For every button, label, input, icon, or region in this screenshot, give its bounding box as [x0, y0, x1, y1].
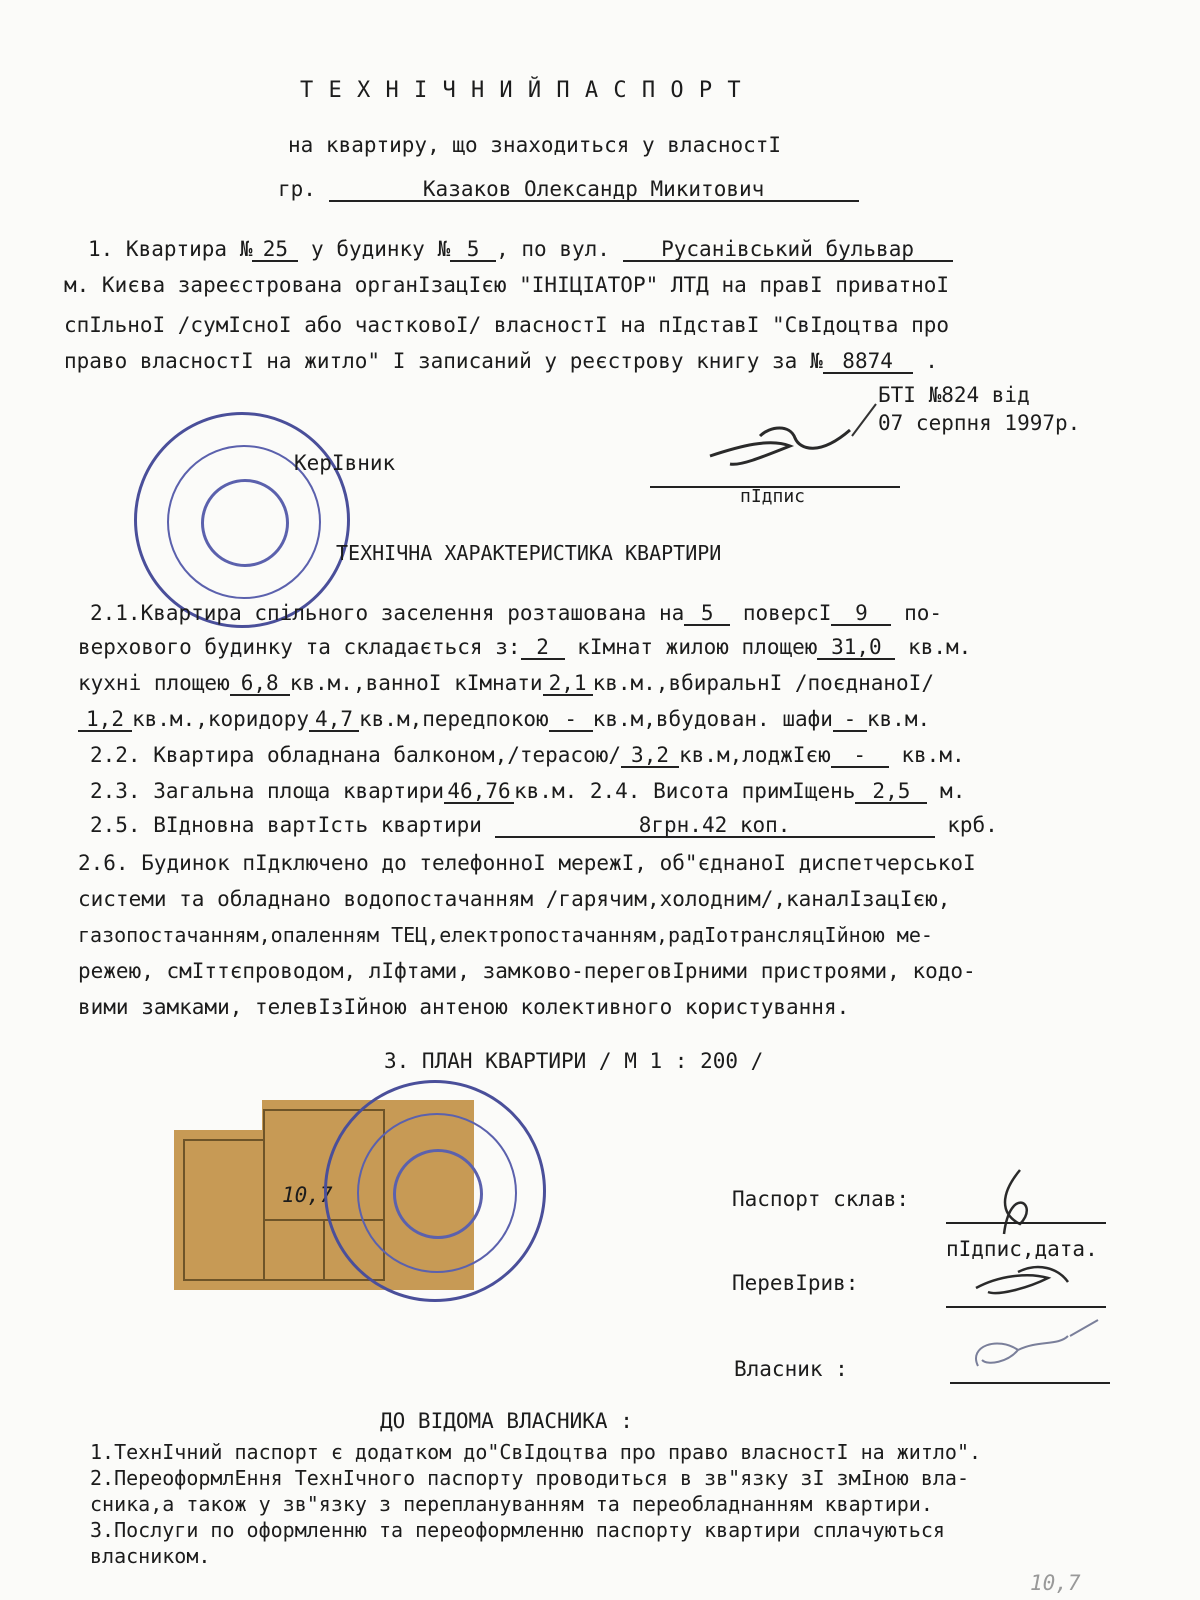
section1-line4: право власностІ на житло" І записаний у реєстрову книгу за № 8874 . — [64, 349, 938, 373]
bti-label: БТІ №824 від — [878, 383, 1030, 407]
section2-row6 — [90, 778, 965, 804]
section2-row1 — [90, 600, 942, 626]
section2-row5 — [90, 742, 965, 768]
section2-p5: вими замками, телевІзІйною антеною колективного користування. — [78, 995, 850, 1019]
compiled-signature — [990, 1164, 1050, 1244]
section3-title: 3. ПЛАН КВАРТИРИ / М 1 : 200 / — [384, 1049, 764, 1073]
loggia-area: - — [831, 744, 889, 768]
notice-item-3: сника,а також у зв"язку з переплануванням та переобладнанням квартири. — [90, 1492, 933, 1516]
stamp-center-ring — [201, 479, 289, 567]
corridor-area: 4,7 — [309, 708, 359, 732]
section1-line1 — [88, 236, 953, 262]
owner-prefix: гр. — [278, 177, 316, 201]
living-area: 31,0 — [817, 636, 895, 660]
living-area-unit: кв.м. — [908, 635, 972, 659]
floor-suffix: поверсІ — [742, 601, 832, 625]
hallway-area: - — [549, 708, 593, 732]
rooms-label: верхового будинку та складається з: — [78, 635, 521, 659]
owner-name: Казаков Олександр Микитович — [329, 178, 859, 202]
registration-date: 07 серпня 1997р. — [878, 411, 1081, 435]
apartment-label: 1. Квартира № — [88, 237, 253, 261]
floors-suffix: по- — [904, 601, 942, 625]
total-area: 46,76 — [444, 780, 514, 804]
section2-p2: системи та обладнано водопостачанням /гарячим,холодним/,каналІзацІєю, — [78, 887, 951, 911]
restoration-value: 8грн.42 коп. — [495, 814, 935, 838]
house-number: 5 — [450, 238, 496, 262]
street-name: Русанівський бульвар — [623, 238, 953, 262]
hallway-label: кв.м,передпокою — [359, 707, 549, 731]
compiled-label: Паспорт склав: — [732, 1187, 910, 1211]
notice-item-2: 2.ПереоформлЕння ТехнІчного паспорту проводиться в зв"язку зІ змІною вла- — [90, 1466, 969, 1490]
head-signature — [700, 416, 860, 486]
bathroom-label: кв.м.,ванноІ кІмнати — [289, 671, 543, 695]
total-area-label: 2.3. Загальна площа квартири — [90, 779, 445, 803]
notice-item-5: власником. — [90, 1544, 211, 1568]
apartment-number: 25 — [252, 238, 298, 262]
loggia-label: кв.м,лоджІєю — [679, 743, 831, 767]
kitchen-label: кухні площею — [78, 671, 230, 695]
notice-item-4: 3.Послуги по оформленню та переоформленню паспорту квартири сплачуються — [90, 1518, 945, 1542]
notice-title: ДО ВІДОМА ВЛАСНИКА : — [380, 1409, 633, 1433]
floor-value: 5 — [684, 602, 730, 626]
balcony-area: 3,2 — [621, 744, 679, 768]
floors-total: 9 — [831, 602, 891, 626]
height-unit: м. — [940, 779, 966, 803]
page-mark: 10,7 — [1030, 1571, 1081, 1595]
compiled-signature-line — [946, 1222, 1106, 1224]
corridor-label: кв.м.,коридору — [132, 707, 310, 731]
owner-label: Власник : — [734, 1357, 848, 1381]
checked-label: ПеревІрив: — [732, 1271, 859, 1295]
round-stamp-bottom — [324, 1080, 546, 1302]
owner-line — [278, 176, 859, 202]
loggia-unit: кв.м. — [901, 743, 965, 767]
section2-row4 — [78, 706, 930, 732]
rooms-count: 2 — [521, 636, 565, 660]
value-unit: крб. — [947, 813, 998, 837]
sign-date-label: пІдпис,дата. — [946, 1237, 1098, 1261]
section2-row2 — [78, 634, 971, 660]
owner-signature-line — [950, 1382, 1110, 1384]
bathroom-area: 2,1 — [543, 672, 593, 696]
document-subtitle: на квартиру, що знаходиться у власностІ — [288, 133, 782, 157]
round-stamp-top — [134, 412, 350, 628]
head-label: КерІвник — [294, 451, 396, 475]
section2-p3: газопостачанням,опаленням ТЕЦ,електропостачанням,радІотрансляцІйною ме- — [78, 923, 933, 947]
checked-signature — [968, 1258, 1078, 1308]
section1-line3: спІльноІ /сумІсноІ або частковоІ/ власностІ на пІдставІ "СвІдоцтва про — [64, 313, 950, 337]
house-label: у будинку № — [311, 237, 451, 261]
checked-signature-line — [946, 1306, 1106, 1308]
section1-line2: м. Києва зареєстрована органІзацІєю "ІНІЦІАТОР" ЛТД на правІ приватноІ — [64, 273, 950, 297]
section2-title: ТЕХНІЧНА ХАРАКТЕРИСТИКА КВАРТИРИ — [336, 541, 722, 565]
sign-label: пІдпис — [740, 486, 806, 507]
floor-label: 2.1.Квартира спільного заселення розташована на — [90, 601, 685, 625]
kitchen-area: 6,8 — [230, 672, 290, 696]
section2-p1: 2.6. Будинок пІдключено до телефонноІ мережІ, об"єднаноІ диспетчерськоІ — [78, 851, 976, 875]
closets-label: кв.м,вбудован. шафи — [592, 707, 833, 731]
notice-item-1: 1.ТехнІчний паспорт є додатком до"СвІдоцтва про право власностІ на житло". — [90, 1440, 982, 1464]
section2-row7 — [90, 812, 998, 838]
value-label: 2.5. ВІдновна вартІсть квартири — [90, 813, 482, 837]
street-label: , по вул. — [496, 237, 610, 261]
living-area-label: кІмнат жилою площею — [577, 635, 818, 659]
owner-signature — [958, 1316, 1118, 1386]
height-value: 2,5 — [855, 780, 927, 804]
closets-area: - — [833, 708, 867, 732]
toilet-area: 1,2 — [78, 708, 132, 732]
section2-row3 — [78, 670, 934, 696]
register-number: 8874 — [823, 350, 913, 374]
register-label: право власностІ на житло" І записаний у реєстрову книгу за № — [64, 349, 823, 373]
height-label: кв.м. 2.4. Висота примІщень — [514, 779, 856, 803]
section2-p4: режею, смІттєпроводом, лІфтами, замково-переговІрними пристроями, кодо- — [78, 959, 976, 983]
toilet-label: кв.м.,вбиральнІ /поєднаноІ/ — [592, 671, 934, 695]
closets-unit: кв.м. — [866, 707, 931, 731]
plan-handwritten-note: 10,7 — [282, 1183, 333, 1207]
document-title: Т Е Х Н І Ч Н И Й П А С П О Р Т — [300, 78, 742, 103]
balcony-label: 2.2. Квартира обладнана балконом,/терасою/ — [90, 743, 622, 767]
stamp-center-ring — [393, 1149, 483, 1239]
